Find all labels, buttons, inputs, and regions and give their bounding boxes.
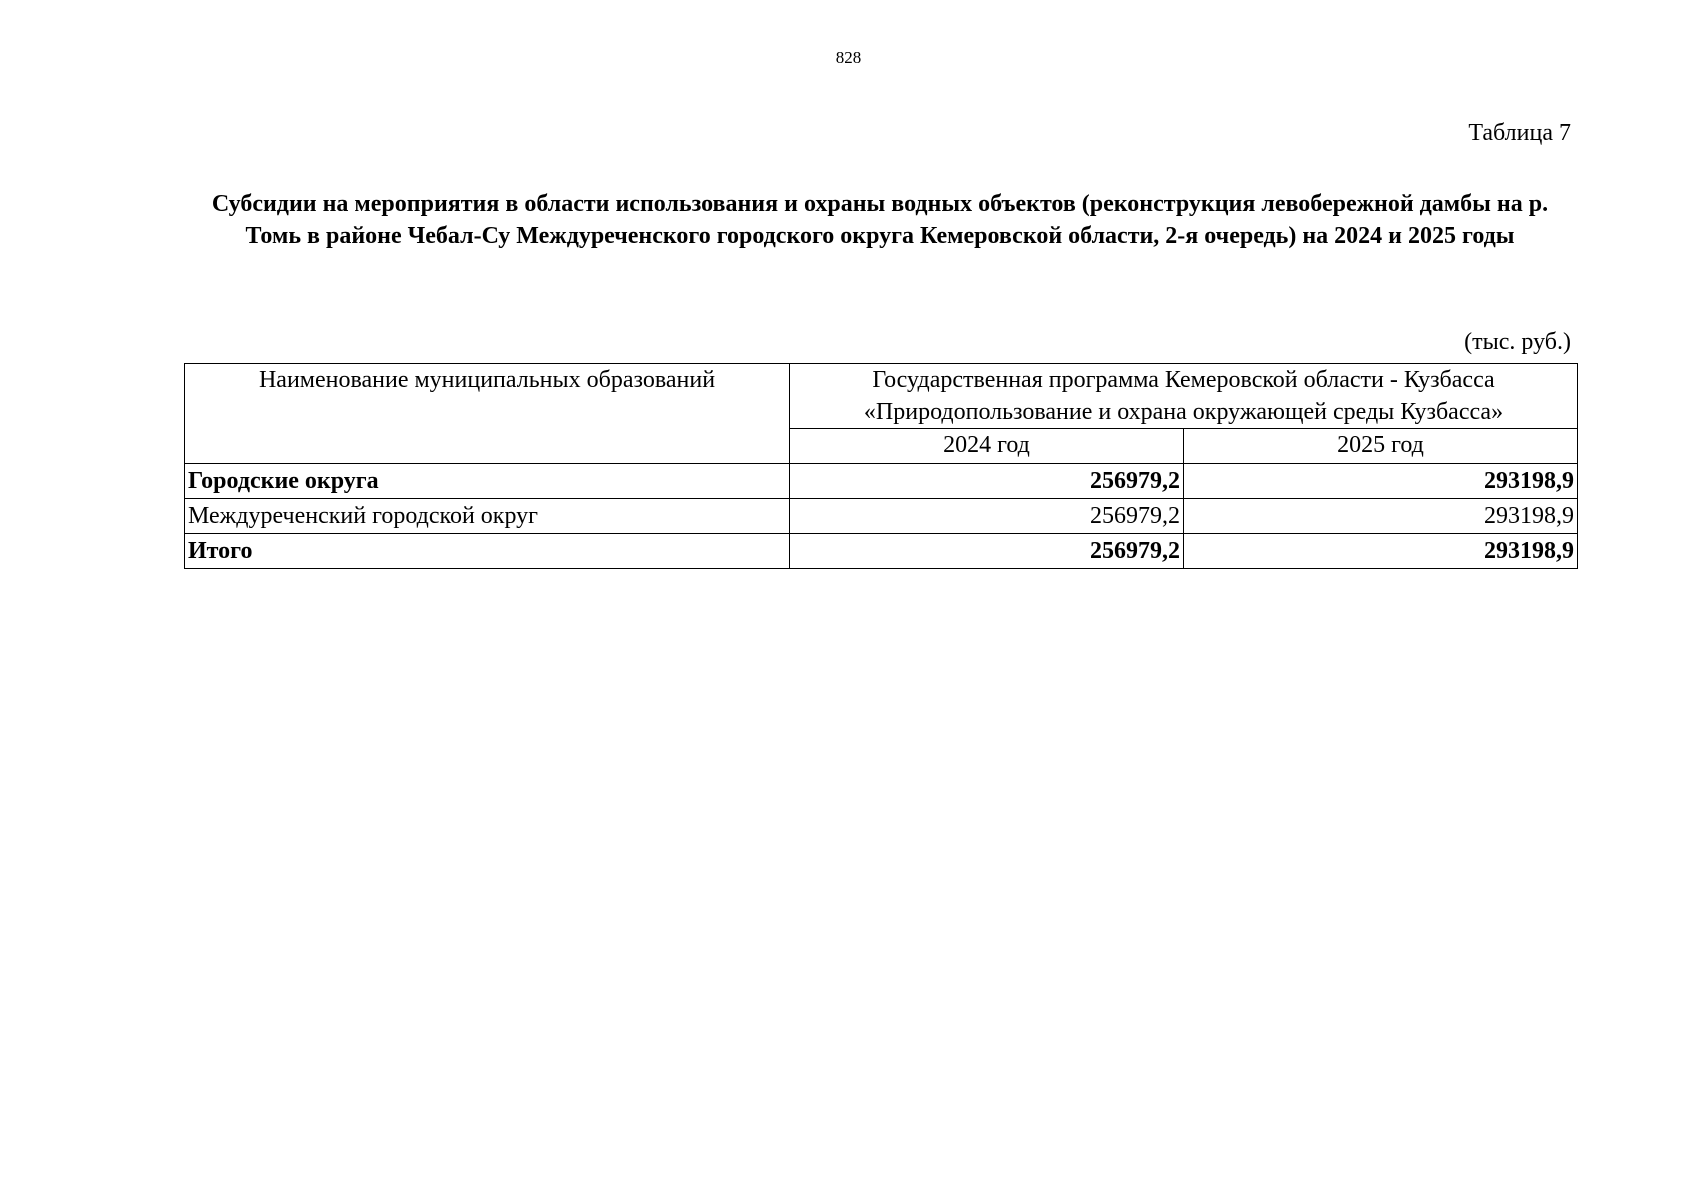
row-name: Итого	[185, 534, 790, 569]
row-name: Городские округа	[185, 464, 790, 499]
header-program-line-1: Государственная программа Кемеровской области - Кузбасса	[872, 367, 1495, 393]
table-label: Таблица 7	[1468, 120, 1571, 146]
units-label: (тыс. руб.)	[1464, 329, 1571, 355]
row-value-2024: 256979,2	[790, 534, 1184, 569]
row-value-2025: 293198,9	[1184, 499, 1578, 534]
row-value-2025: 293198,9	[1184, 464, 1578, 499]
row-name: Междуреченский городской округ	[185, 499, 790, 534]
header-year-2024: 2024 год	[790, 429, 1184, 464]
page-number: 828	[835, 48, 862, 67]
table-row	[185, 464, 1578, 499]
row-value-2024: 256979,2	[790, 499, 1184, 534]
header-state-program	[790, 364, 1578, 429]
table-row	[185, 499, 1578, 534]
header-year-2025: 2025 год	[1184, 429, 1578, 464]
table-header-row	[185, 364, 1578, 429]
table-row	[185, 534, 1578, 569]
header-municipality-name: Наименование муниципальных образований	[185, 364, 790, 464]
row-value-2025: 293198,9	[1184, 534, 1578, 569]
row-value-2024: 256979,2	[790, 464, 1184, 499]
subsidy-table	[184, 363, 1578, 569]
document-title: Субсидии на мероприятия в области использования и охраны водных объектов (реконструкция левобережной дамбы на р. Томь в районе Чебал-Су Междуреченского городского округа Кемеровской области, 2-я очередь) на 2024 и 2025 годы	[211, 191, 1549, 249]
header-program-line-2: «Природопользование и охрана окружающей среды Кузбасса»	[863, 399, 1504, 425]
